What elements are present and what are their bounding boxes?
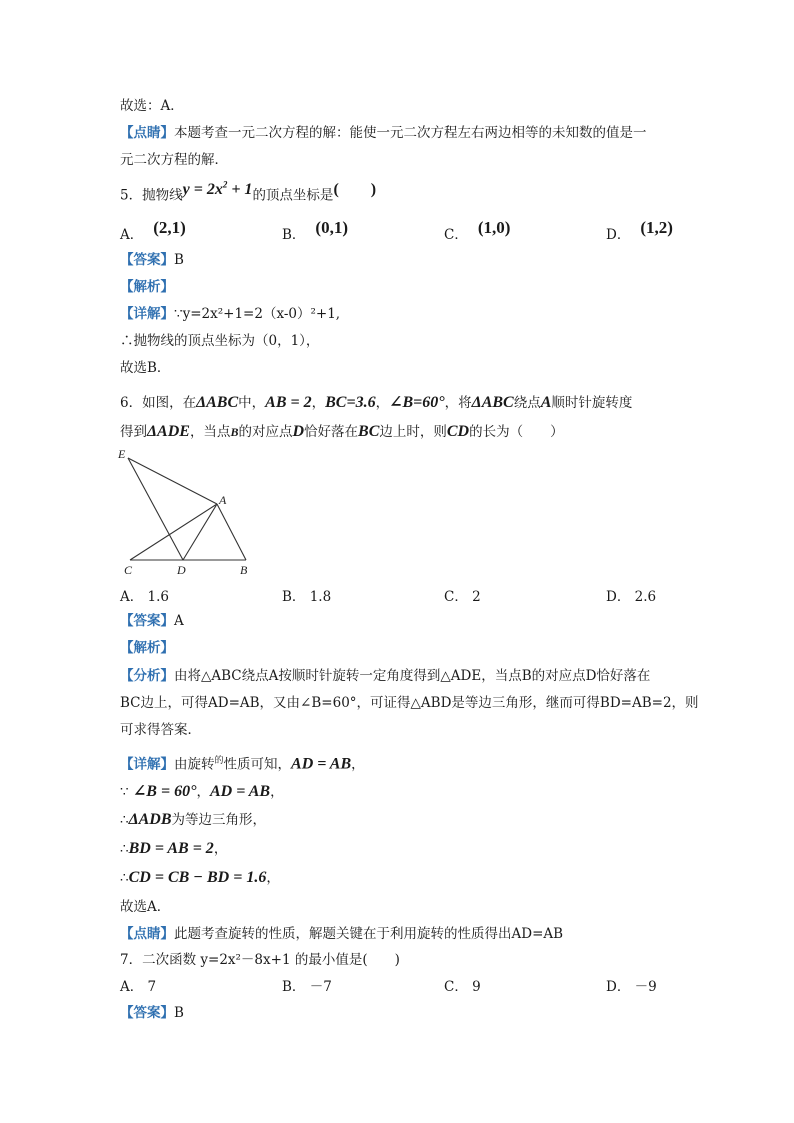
q5-formula: $y = 2x^2 + 1$ — [182, 180, 253, 199]
q6-detail-1: 【详解】由旋转$^的$性质可知，AD = AB， — [120, 755, 365, 773]
q5-analysis: 【解析】 — [120, 279, 174, 295]
q6-answer: 【答案】A — [120, 613, 184, 629]
previous-comment: 【点睛】本题考查一元二次方程的解：能使一元二次方程左右两边相等的未知数的值是一 — [120, 125, 647, 141]
q6-comment: 【点睛】此题考查旋转的性质，解题关键在于利用旋转的性质得出AD=AB — [120, 926, 564, 942]
q5-option-b: B． (0,1) — [282, 218, 348, 243]
q5-option-d: D． (1,2) — [606, 218, 673, 243]
q7-option-a: A． 7 — [120, 979, 157, 995]
segment-ea — [128, 458, 217, 504]
label-b: B — [240, 563, 248, 577]
q6-choose: 故选A． — [120, 899, 171, 915]
q6-step-2: ∵ ∠B = 60°，AD = AB， — [120, 783, 284, 800]
q6-step-5: ∴CD = CB − BD = 1.6， — [120, 869, 280, 886]
q6-analysis-1: 【分析】由将△ABC绕点A按顺时针旋转一定角度得到△ADE，当点B的对应点D恰好落在 — [120, 668, 651, 684]
previous-answer: 故选：A． — [120, 98, 184, 114]
q7-question: 7．二次函数 y=2x²－8x+1 的最小值是( ) — [120, 952, 400, 968]
q5-choose: 故选B． — [120, 360, 171, 376]
q5-answer: 【答案】B — [120, 252, 184, 268]
q6-question-line1: 6．如图，在ΔABC中，AB = 2，BC=3.6，∠B=60°，将ΔABC绕点A顺时针旋转度 — [120, 394, 633, 411]
segment-ad — [183, 504, 217, 560]
q6-step-3: ∴ΔADB为等边三角形， — [120, 811, 267, 828]
label-c: C — [124, 563, 133, 577]
q6-question-line2: 得到ΔADE，当点B的对应点D恰好落在BC边上时，则CD的长为（ ） — [120, 423, 564, 440]
q6-analysis-3: 可求得答案． — [120, 722, 201, 738]
q7-answer: 【答案】B — [120, 1005, 184, 1021]
q5-detail-2: ∴抛物线的顶点坐标为（0，1）， — [120, 333, 320, 349]
q6-option-a: A． 1.6 — [120, 589, 170, 605]
q6-option-c: C． 2 — [444, 589, 481, 605]
q6-option-b: B． 1.8 — [282, 589, 332, 605]
comment-tag: 【点睛】 — [120, 125, 174, 141]
segment-ed — [128, 458, 183, 560]
label-a: A — [219, 493, 227, 507]
previous-comment-cont: 元二次方程的解． — [120, 152, 228, 168]
segment-ab — [217, 504, 246, 560]
label-d: D — [177, 563, 186, 577]
q5-detail: 【详解】∵y=2x²+1=2（x-0）²+1, — [120, 306, 341, 322]
q6-analysis-2: BC边上，可得AD=AB，又由∠B=60°，可证得△ABD是等边三角形，继而可得BD=AB=2，则 — [120, 695, 699, 711]
q5-option-c: C． (1,0) — [444, 218, 511, 243]
q6-analysis: 【解析】 — [120, 640, 174, 656]
q6-step-4: ∴BD = AB = 2， — [120, 840, 228, 857]
label-e: E — [118, 448, 126, 461]
q7-option-d: D． －9 — [606, 979, 657, 995]
q7-option-c: C． 9 — [444, 979, 481, 995]
q5-option-a: A． (2,1) — [120, 218, 186, 243]
segment-ac — [130, 504, 217, 560]
q7-option-b: B． －7 — [282, 979, 332, 995]
triangle-figure — [116, 448, 256, 578]
q6-option-d: D． 2.6 — [606, 589, 657, 605]
q5-question: 5．抛物线$y = 2x^2 + 1$的顶点坐标是( ) — [120, 180, 377, 204]
